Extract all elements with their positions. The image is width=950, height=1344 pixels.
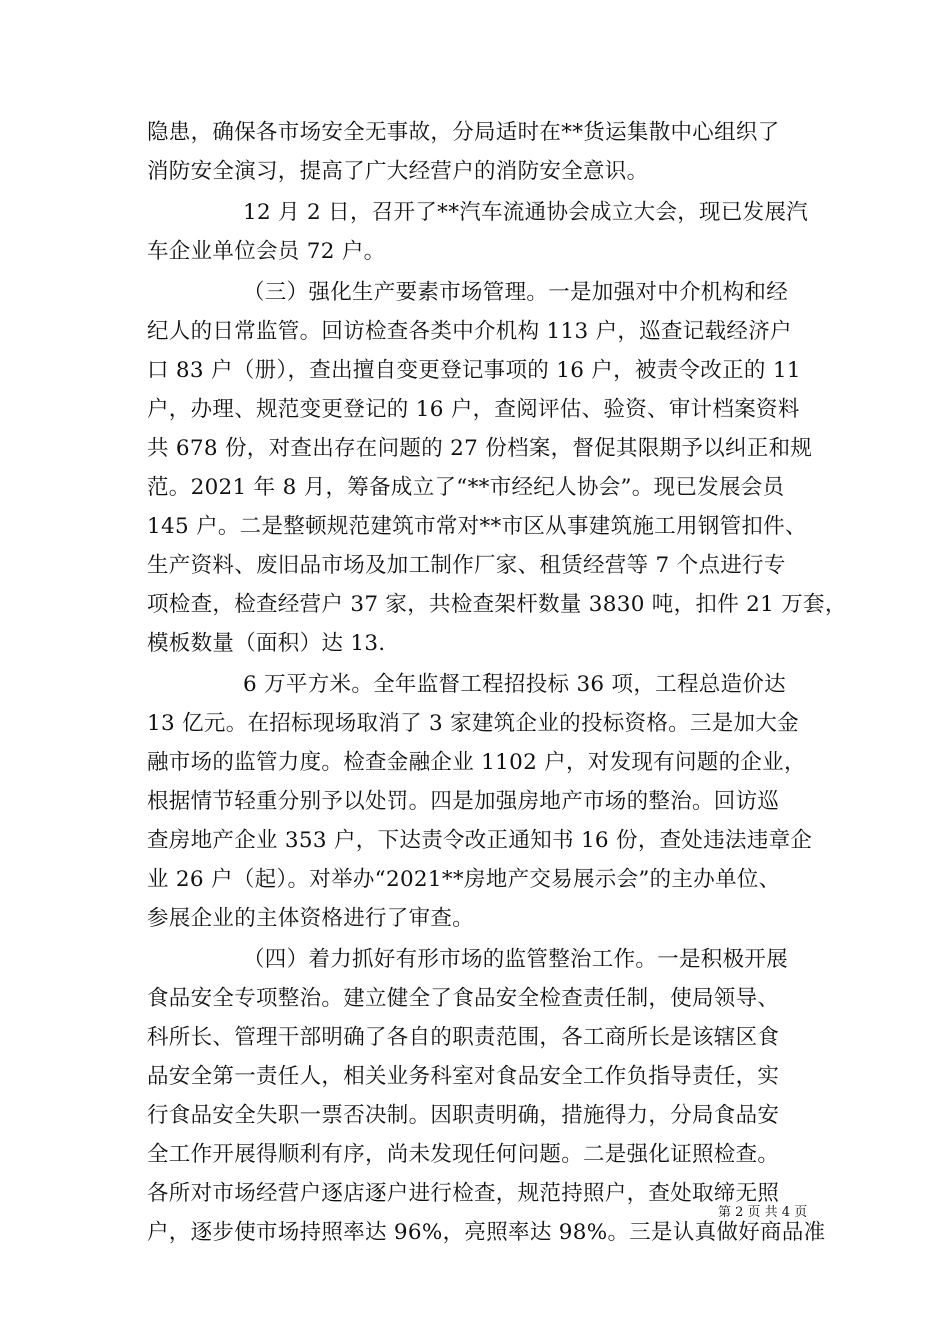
text-line: 行食品安全失职一票否决制。因职责明确，措施得力，分局食品安 — [147, 1103, 780, 1128]
text-line: 消防安全演习，提高了广大经营户的消防安全意识。 — [147, 159, 649, 184]
text-line: 户，逐步使市场持照率达 96%，亮照率达 98%。三是认真做好商品准 — [147, 1220, 826, 1245]
text-line: 项检查，检查经营户 37 家，共检查架杆数量 3830 吨，扣件 21 万套， — [147, 592, 847, 617]
text-line: 各所对市场经营户逐店逐户进行检查，规范持照户，查处取缔无照 — [147, 1181, 780, 1206]
text-line: 生产资料、废旧品市场及加工制作厂家、租赁经营等 7 个点进行专 — [147, 553, 786, 578]
text-line: 12 月 2 日，召开了**汽车流通协会成立大会，现已发展汽 — [243, 200, 809, 225]
text-line: 融市场的监管力度。检查金融企业 1102 户，对发现有问题的企业， — [147, 750, 806, 775]
text-line: 共 678 份，对查出存在问题的 27 份档案，督促其限期予以纠正和规 — [147, 436, 813, 461]
text-line: 纪人的日常监管。回访检查各类中介机构 113 户，巡查记载经济户 — [147, 319, 792, 344]
text-line: 品安全第一责任人，相关业务科室对食品安全工作负指导责任，实 — [147, 1064, 780, 1089]
text-line: 口 83 户（册），查出擅自变更登记事项的 16 户，被责令改正的 11 — [147, 358, 801, 383]
text-line: 隐患，确保各市场安全无事故，分局适时在**货运集散中心组织了 — [147, 120, 780, 145]
text-line: 145 户。二是整顿规范建筑市常对**市区从事建筑施工用钢管扣件、 — [147, 514, 807, 539]
text-line: （四）着力抓好有形市场的监管整治工作。一是积极开展 — [243, 947, 789, 972]
text-line: 查房地产企业 353 户，下达责令改正通知书 16 份，查处违法违章企 — [147, 828, 813, 853]
text-line: 范。2021 年 8 月，筹备成立了“**市经纪人协会”。现已发展会员 — [147, 475, 785, 500]
text-line: 参展企业的主体资格进行了审查。 — [147, 906, 475, 931]
text-line: 根据情节轻重分别予以处罚。四是加强房地产市场的整治。回访巡 — [147, 789, 780, 814]
text-line: 食品安全专项整治。建立健全了食品安全检查责任制，使局领导、 — [147, 986, 780, 1011]
text-line: 全工作开展得顺利有序，尚未发现任何问题。二是强化证照检查。 — [147, 1142, 780, 1167]
text-line: 科所长、管理干部明确了各自的职责范围，各工商所长是该辖区食 — [147, 1025, 780, 1050]
text-line: 13 亿元。在招标现场取消了 3 家建筑企业的投标资格。三是加大金 — [147, 711, 799, 736]
text-line: 6 万平方米。全年监督工程招投标 36 项，工程总造价达 — [243, 672, 786, 697]
text-line: 模板数量（面积）达 13. — [147, 631, 386, 656]
text-line: 户，办理、规范变更登记的 16 户，查阅评估、验资、审计档案资料 — [147, 397, 800, 422]
page-number-footer: 第 2 页 共 4 页 — [718, 1205, 808, 1220]
text-line: 业 26 户（起）。对举办“2021**房地产交易展示会”的主办单位、 — [147, 867, 781, 892]
text-line: 车企业单位会员 72 户。 — [147, 239, 386, 264]
text-line: （三）强化生产要素市场管理。一是加强对中介机构和经 — [243, 280, 789, 305]
